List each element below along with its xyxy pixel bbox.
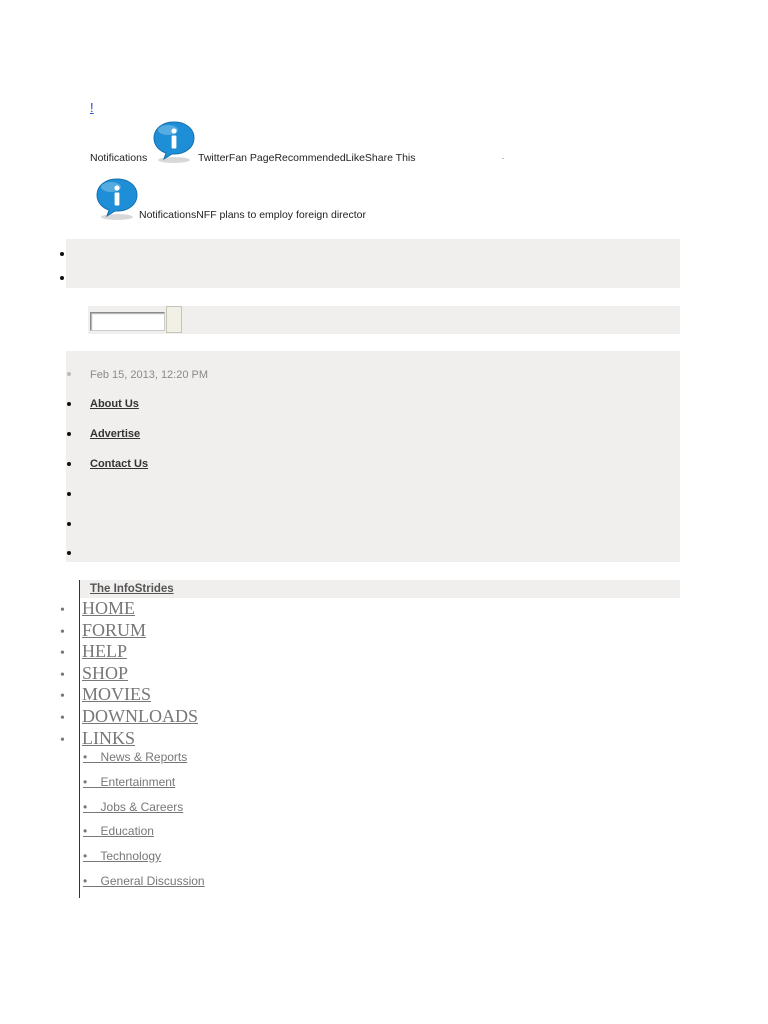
subnav-news-reports[interactable]: • News & Reports [83,750,188,764]
list-bullet [67,432,71,436]
search-button[interactable] [166,306,182,333]
subnav-label: Education [100,824,154,838]
subnav-label: Technology [100,849,162,863]
exclaim-link[interactable]: ! [90,100,94,115]
list-bullet [67,522,71,526]
social-links[interactable]: TwitterFan PageRecommendedLikeShare This [198,152,416,164]
contact-us-link[interactable]: Contact Us [90,458,149,470]
subnav-general-discussion[interactable]: • General Discussion [83,874,205,888]
nav-bullet: • [60,603,65,618]
nav-bullet: • [60,646,65,661]
nav-forum[interactable]: FORUM [82,620,147,640]
subnav-entertainment[interactable]: • Entertainment [83,775,176,789]
nav-links[interactable]: LINKS [82,728,135,748]
site-brand-link[interactable]: The InfoStrides [90,583,174,595]
advertise-link[interactable]: Advertise [90,428,141,440]
search-input[interactable] [90,312,165,331]
nav-movies[interactable]: MOVIES [82,684,152,704]
info-bubble-icon[interactable] [150,120,198,164]
nav-help[interactable]: HELP [82,641,127,661]
list-bullet [67,492,71,496]
subnav-jobs-careers[interactable]: • Jobs & Careers [83,800,184,814]
list-bullet [67,372,71,376]
nav-home[interactable]: HOME [82,598,135,618]
info-bubble-icon[interactable] [93,177,141,221]
nav-bullet: • [60,668,65,683]
nav-bullet: • [60,733,65,748]
subnav-label: News & Reports [100,750,188,764]
subnav-technology[interactable]: • Technology [83,849,162,863]
list-bullet [60,276,64,280]
list-bullet [67,551,71,555]
subnav-education[interactable]: • Education [83,824,154,838]
list-bullet [60,252,64,256]
subnav-label: Entertainment [100,775,176,789]
about-us-link[interactable]: About Us [90,398,139,410]
news-ticker[interactable]: NotificationsNFF plans to employ foreign director [139,209,367,221]
list-bullet [67,462,71,466]
divider-dot [502,158,504,159]
nav-bullet: • [60,625,65,640]
nav-shop[interactable]: SHOP [82,663,129,683]
notifications-label: Notifications [90,152,148,164]
nav-divider [79,580,80,898]
nav-bullet: • [60,711,65,726]
list-bullet [67,402,71,406]
date-stamp: Feb 15, 2013, 12:20 PM [90,369,209,381]
subnav-label: General Discussion [100,874,205,888]
subnav-label: Jobs & Careers [100,800,184,814]
empty-list-panel [66,239,680,288]
nav-bullet: • [60,689,65,704]
nav-downloads[interactable]: DOWNLOADS [82,706,198,726]
top-links-panel [66,351,680,562]
